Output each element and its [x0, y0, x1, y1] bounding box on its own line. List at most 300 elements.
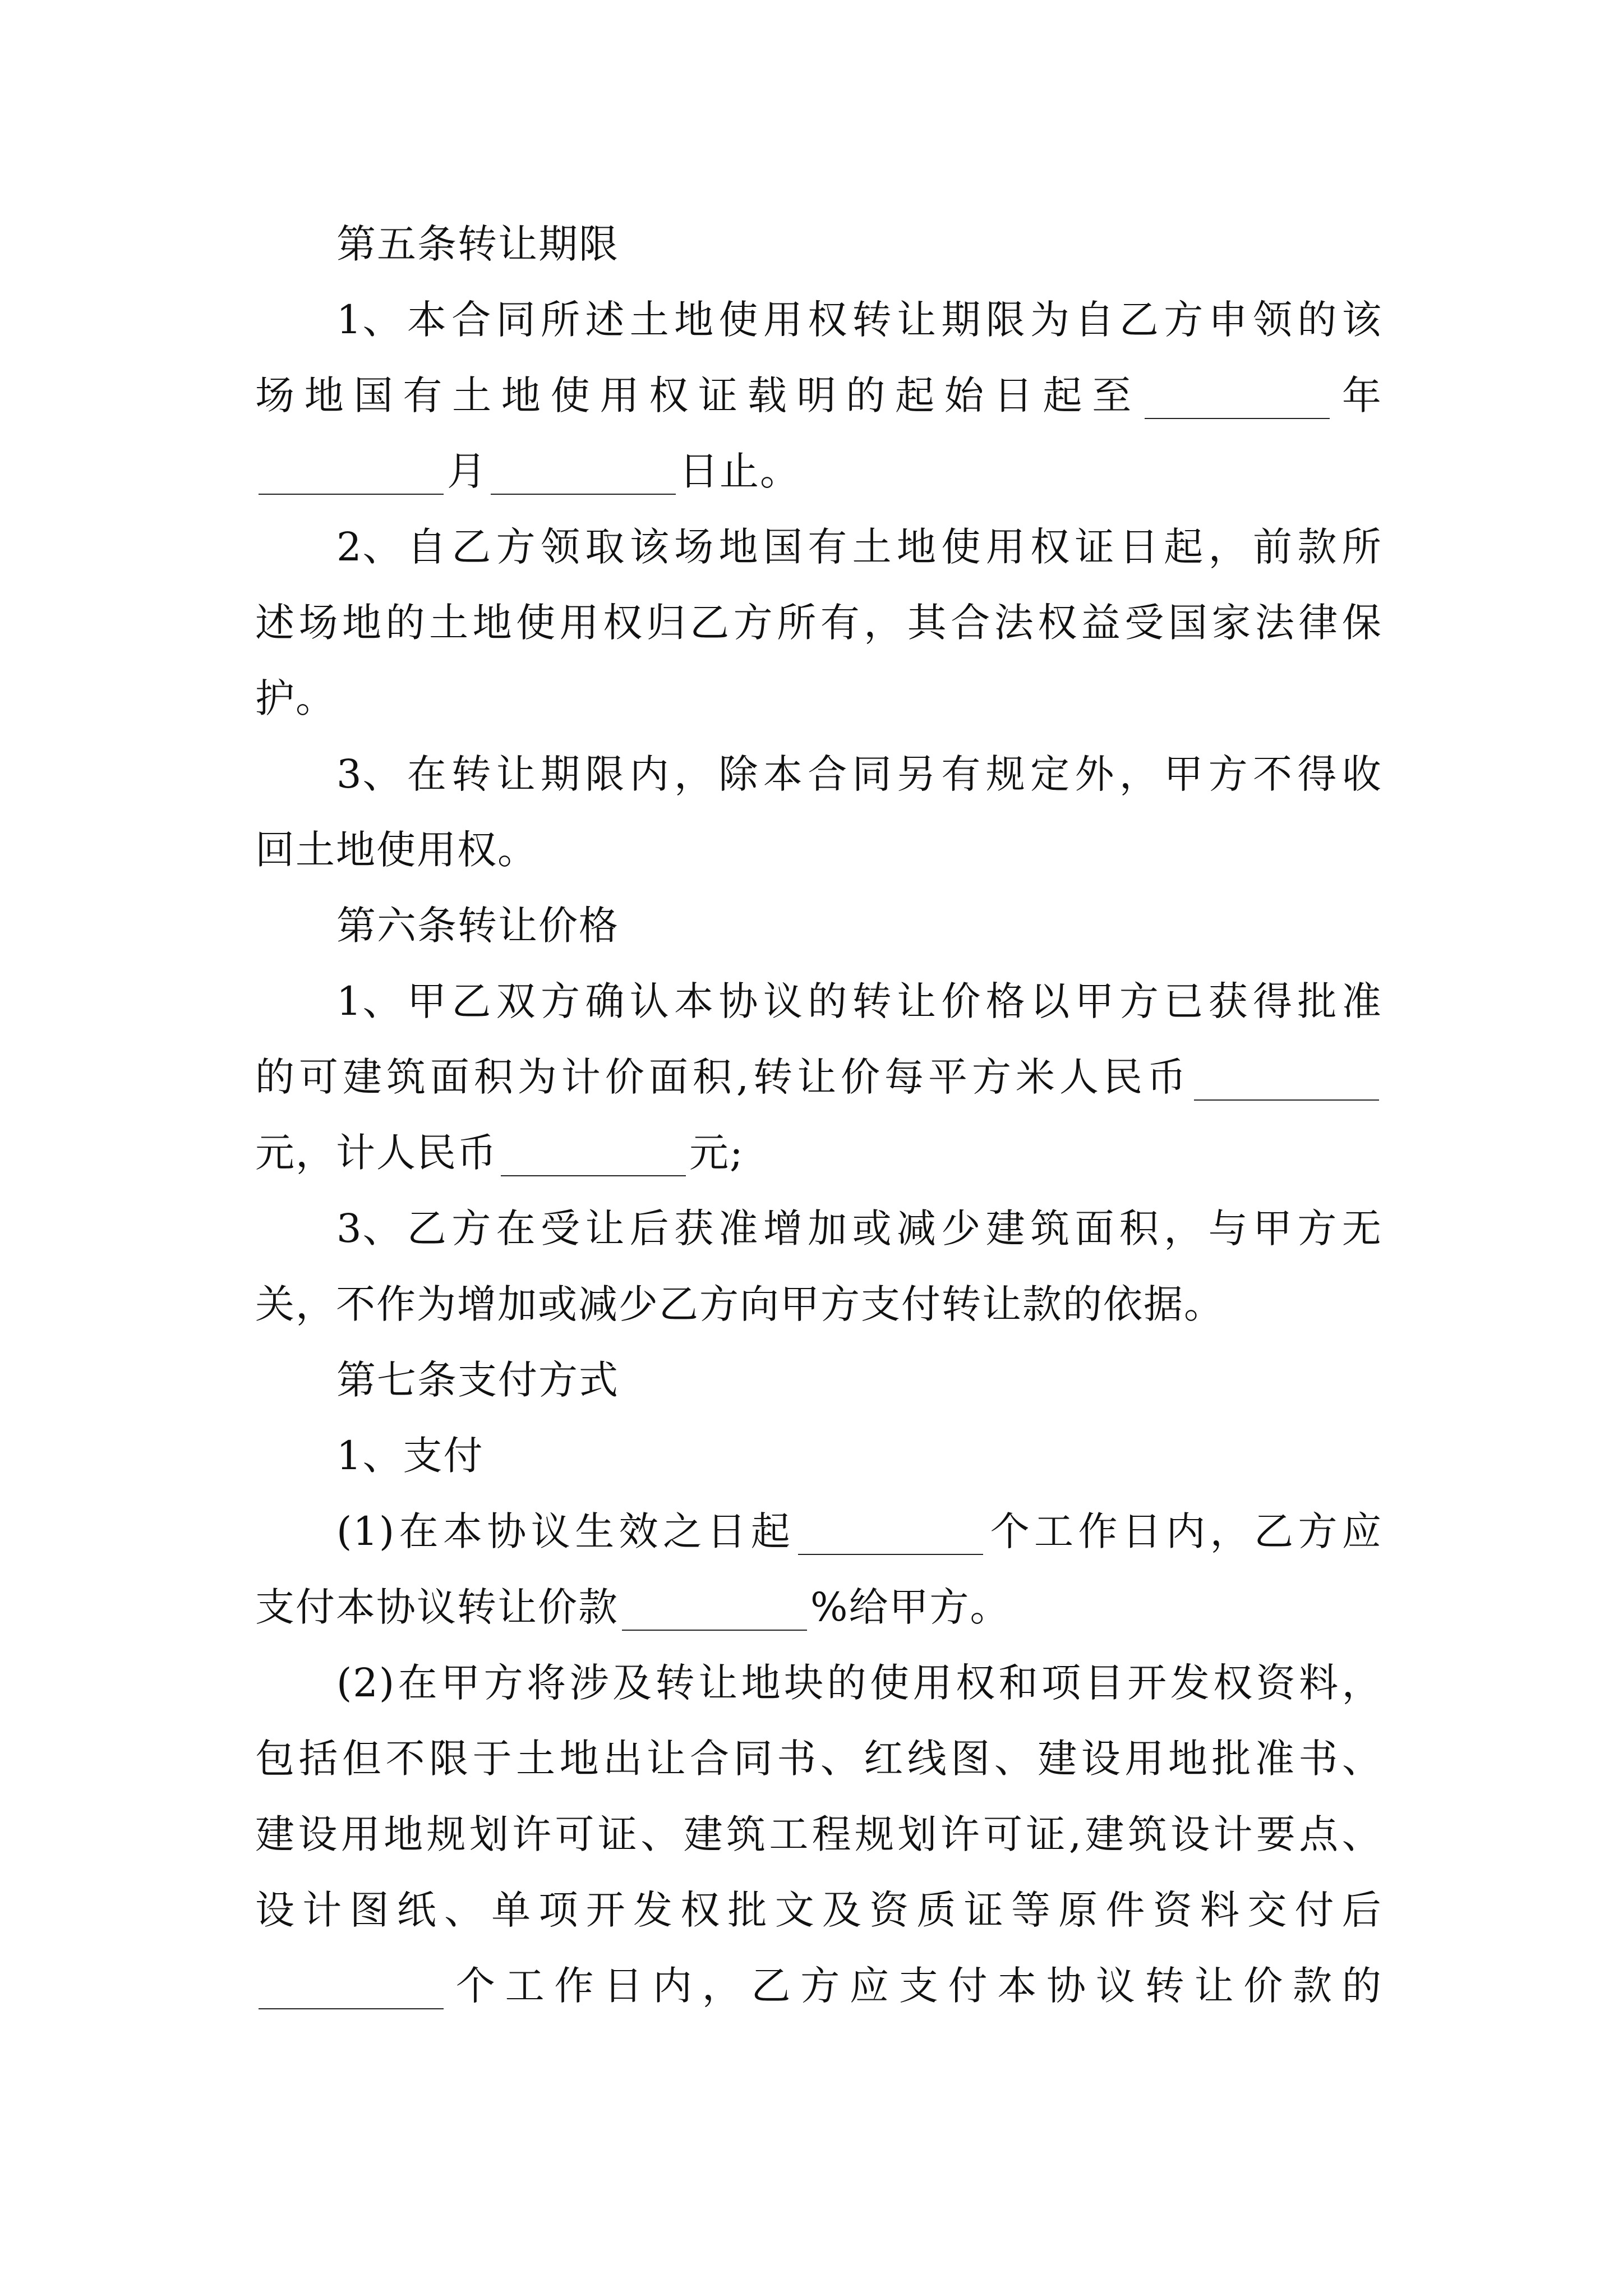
text-glyph: 确: [585, 978, 626, 1024]
text-glyph: 合: [451, 297, 492, 343]
text-glyph: 工: [1034, 1508, 1075, 1554]
text-glyph: 同: [496, 297, 537, 343]
text-glyph: 要: [1256, 1811, 1297, 1857]
text-glyph: 单: [491, 1887, 532, 1933]
text-glyph: 划: [469, 1811, 510, 1857]
text-glyph: 资: [1256, 1660, 1297, 1706]
text-glyph: 律: [1298, 600, 1339, 646]
text-glyph: 权: [956, 1660, 997, 1706]
text-glyph: 本: [442, 1508, 483, 1554]
text-glyph: ，: [702, 1963, 743, 2009]
text-glyph: 另: [897, 751, 938, 797]
text-line: 支付本协议转让价款 %给甲方。: [255, 1584, 1011, 1630]
text-glyph: 领: [541, 524, 582, 570]
text-glyph: 及: [612, 1660, 653, 1706]
text-glyph: 红: [864, 1736, 905, 1782]
text-line: [336, 1195, 1382, 1262]
text-line: [255, 1876, 1382, 1944]
text-glyph: 平: [928, 1054, 969, 1100]
text-glyph: 建: [1038, 1736, 1078, 1782]
text-glyph: 项: [1041, 1660, 1082, 1706]
text-glyph: 本: [674, 978, 715, 1024]
text-line: 第六条转让价格: [336, 903, 619, 949]
text-glyph: 与: [1208, 1205, 1249, 1251]
text-glyph: 甲: [1075, 978, 1115, 1024]
text-glyph: 项: [538, 1887, 579, 1933]
text-glyph: 土: [852, 524, 893, 570]
text-glyph: 1、: [336, 297, 403, 343]
text-glyph: 在: [398, 1660, 439, 1706]
text-line: 第五条转让期限: [336, 221, 619, 267]
text-glyph: 内: [629, 751, 670, 797]
fill-in-blank: [501, 1173, 686, 1176]
text-glyph: 的: [1297, 297, 1338, 343]
text-glyph: 个: [990, 1508, 1031, 1554]
text-glyph: 合: [808, 751, 849, 797]
text-glyph: 地: [304, 372, 345, 418]
text-glyph: 计: [1213, 1811, 1254, 1857]
text-glyph: 内: [1166, 1508, 1207, 1554]
text-glyph: 国: [1168, 600, 1209, 646]
text-glyph: 益: [1081, 600, 1122, 646]
text-glyph: 、: [1341, 1811, 1382, 1857]
text-glyph: ，: [1119, 751, 1160, 797]
text-glyph: 方: [1297, 1205, 1338, 1251]
text-glyph: 在: [407, 751, 448, 797]
text-glyph: 协: [718, 978, 759, 1024]
text-glyph: 建: [683, 1811, 724, 1857]
text-glyph: 价: [1243, 1963, 1284, 2009]
text-glyph: 等: [1011, 1887, 1052, 1933]
text-glyph: 建: [985, 1205, 1026, 1251]
text-glyph: 日: [993, 372, 1034, 418]
text-glyph: 设: [1170, 1811, 1211, 1857]
text-glyph: 用: [763, 297, 804, 343]
text-glyph: 该: [629, 524, 670, 570]
text-glyph: 用: [1124, 1736, 1165, 1782]
text-glyph: 合: [690, 1736, 731, 1782]
text-glyph: 地: [741, 1660, 782, 1706]
text-glyph: 权: [808, 297, 849, 343]
text-glyph: 付: [948, 1963, 989, 2009]
text-glyph: 自: [1075, 297, 1115, 343]
text-glyph: 土: [429, 600, 470, 646]
text-glyph: 许: [940, 1811, 981, 1857]
text-glyph: ，: [1210, 1508, 1251, 1554]
text-glyph: 文: [774, 1887, 815, 1933]
text-glyph: 地: [1168, 1736, 1209, 1782]
text-glyph: 地: [674, 297, 715, 343]
text-glyph: 受: [1124, 600, 1165, 646]
text-glyph: ，: [1208, 524, 1249, 570]
text-glyph: 法: [1255, 600, 1295, 646]
text-glyph: ，: [1341, 1660, 1382, 1706]
text-glyph: 证: [1075, 524, 1115, 570]
text-glyph: 本: [997, 1963, 1038, 2009]
text-glyph: 国: [353, 372, 394, 418]
text-glyph: 起: [895, 372, 936, 418]
text-glyph: 价: [941, 978, 982, 1024]
text-glyph: 筑: [1127, 1811, 1168, 1857]
text-glyph: 证: [963, 1887, 1004, 1933]
text-line: [255, 1043, 1382, 1111]
text-glyph: 料: [1299, 1660, 1340, 1706]
text-glyph: 乙: [751, 1963, 792, 2009]
text-glyph: 家: [1211, 600, 1252, 646]
text-glyph: 、: [640, 1811, 681, 1857]
text-glyph: 归: [646, 600, 687, 646]
text-glyph: 应: [1341, 1508, 1382, 1554]
text-glyph: 的: [808, 978, 849, 1024]
text-glyph: 或: [852, 1205, 893, 1251]
text-glyph: 筑: [1030, 1205, 1071, 1251]
text-glyph: 准: [718, 1205, 759, 1251]
text-glyph: 场: [298, 600, 339, 646]
text-glyph: 始: [944, 372, 985, 418]
text-glyph: 价: [841, 1054, 882, 1100]
text-line: [336, 286, 1382, 353]
text-line: [255, 1725, 1382, 1792]
text-glyph: 和: [998, 1660, 1039, 1706]
text-glyph: 工: [505, 1963, 546, 2009]
text-glyph: 领: [1253, 297, 1294, 343]
text-glyph: 议: [763, 978, 804, 1024]
text-glyph: 包: [255, 1736, 296, 1782]
text-glyph: 款: [1297, 524, 1338, 570]
text-glyph: 土: [452, 372, 493, 418]
text-glyph: 之: [663, 1508, 703, 1554]
text-glyph: 转: [852, 297, 893, 343]
text-glyph: 权: [1213, 1660, 1254, 1706]
text-glyph: 批: [1211, 1736, 1252, 1782]
text-glyph: 线: [907, 1736, 948, 1782]
fill-in-blank: [259, 2006, 444, 2009]
text-glyph: 乙: [1119, 297, 1160, 343]
text-glyph: 让: [646, 1736, 687, 1782]
text-glyph: 保: [1341, 600, 1382, 646]
text-glyph: 证: [597, 1811, 638, 1857]
text-glyph: 乙: [407, 1205, 448, 1251]
text-glyph: 许: [512, 1811, 553, 1857]
text-glyph: 方: [733, 600, 774, 646]
text-glyph: 发: [1170, 1660, 1211, 1706]
text-glyph: 起: [750, 1508, 791, 1554]
text-glyph: 方: [1208, 751, 1249, 797]
text-glyph: 资: [869, 1887, 910, 1933]
text-glyph: 同: [852, 751, 893, 797]
text-glyph: 权: [680, 1887, 721, 1933]
text-glyph: 权: [603, 600, 644, 646]
text-glyph: 前: [1253, 524, 1294, 570]
text-glyph: 设: [298, 1811, 339, 1857]
text-glyph: 协: [487, 1508, 528, 1554]
text-glyph: 为: [1030, 297, 1071, 343]
text-glyph: 建: [255, 1811, 296, 1857]
text-glyph: 方: [1119, 978, 1160, 1024]
text-glyph: 面: [1075, 1205, 1115, 1251]
text-glyph: 国: [763, 524, 804, 570]
text-glyph: 已: [1164, 978, 1205, 1024]
text-glyph: 规: [426, 1811, 467, 1857]
text-glyph: ,: [1068, 1811, 1083, 1857]
text-glyph: 双: [496, 978, 537, 1024]
text-line: 关，不作为增加或减少乙方向甲方支付转让款的依据。: [255, 1281, 1224, 1327]
text-glyph: 人: [1059, 1054, 1100, 1100]
text-glyph: 使: [718, 297, 759, 343]
text-glyph: 支: [898, 1963, 939, 2009]
text-glyph: 的: [1341, 1963, 1382, 2009]
text-glyph: 限: [429, 1736, 470, 1782]
text-glyph: 有: [808, 524, 849, 570]
text-glyph: 转: [753, 1054, 794, 1100]
text-glyph: 设: [255, 1887, 296, 1933]
text-glyph: 转: [852, 978, 893, 1024]
text-glyph: 后: [1341, 1887, 1382, 1933]
text-glyph: 的: [385, 600, 426, 646]
text-glyph: 民: [1103, 1054, 1144, 1100]
text-glyph: 地: [718, 524, 759, 570]
text-glyph: 至: [1092, 372, 1133, 418]
text-glyph: 加: [808, 1205, 849, 1251]
text-glyph: 方: [541, 978, 582, 1024]
text-glyph: 原: [1058, 1887, 1099, 1933]
text-glyph: 发: [633, 1887, 674, 1933]
text-glyph: 证: [698, 372, 739, 418]
text-line: [336, 1649, 1382, 1717]
text-glyph: 为: [517, 1054, 558, 1100]
text-glyph: 、: [444, 1887, 485, 1933]
text-glyph: 地: [472, 600, 513, 646]
text-glyph: 有: [941, 751, 982, 797]
text-glyph: 权: [1030, 524, 1071, 570]
text-glyph: 明: [796, 372, 837, 418]
text-glyph: 交: [1247, 1887, 1288, 1933]
text-line: [336, 513, 1382, 581]
text-glyph: 出: [603, 1736, 644, 1782]
text-glyph: 后: [629, 1205, 670, 1251]
text-line: [255, 1801, 1382, 1868]
text-glyph: 获: [674, 1205, 715, 1251]
text-glyph: 每: [884, 1054, 925, 1100]
fill-in-blank-slot: [1141, 362, 1333, 429]
text-glyph: 可: [555, 1811, 596, 1857]
text-glyph: 所: [541, 297, 582, 343]
text-glyph: 个: [455, 1963, 496, 2009]
text-glyph: 本: [407, 297, 448, 343]
text-glyph: 场: [255, 372, 296, 418]
text-glyph: 减: [897, 1205, 938, 1251]
text-glyph: 筑: [726, 1811, 767, 1857]
text-glyph: 款: [1293, 1963, 1334, 2009]
text-glyph: 土: [516, 1736, 557, 1782]
text-glyph: ,: [736, 1054, 750, 1100]
text-glyph: 点: [1299, 1811, 1340, 1857]
text-glyph: ，: [864, 600, 905, 646]
text-glyph: 的: [846, 372, 887, 418]
text-glyph: 年: [1341, 372, 1382, 418]
fill-in-blank: [1194, 1097, 1379, 1101]
text-glyph: 述: [255, 600, 296, 646]
text-glyph: 用: [912, 1660, 953, 1706]
text-glyph: 让: [897, 978, 938, 1024]
text-glyph: 方: [1298, 1508, 1339, 1554]
text-glyph: 使: [550, 372, 591, 418]
text-glyph: 协: [1046, 1963, 1087, 2009]
text-glyph: 乙: [690, 600, 731, 646]
text-glyph: 规: [855, 1811, 896, 1857]
text-glyph: 币: [1146, 1054, 1187, 1100]
text-glyph: 涉: [569, 1660, 610, 1706]
text-glyph: 3、: [336, 1205, 403, 1251]
text-glyph: 料: [1200, 1887, 1241, 1933]
text-glyph: 准: [1255, 1736, 1295, 1782]
text-glyph: 议: [531, 1508, 571, 1554]
text-glyph: (2): [336, 1660, 396, 1706]
text-glyph: 用: [600, 372, 640, 418]
text-glyph: 工: [769, 1811, 810, 1857]
text-glyph: 使: [870, 1660, 911, 1706]
text-glyph: 日: [603, 1963, 644, 2009]
text-glyph: 议: [1095, 1963, 1136, 2009]
text-glyph: 日: [1122, 1508, 1163, 1554]
text-glyph: 载: [747, 372, 788, 418]
text-glyph: 方: [972, 1054, 1012, 1100]
text-glyph: 少: [941, 1205, 982, 1251]
text-glyph: 书: [1298, 1736, 1339, 1782]
text-glyph: 让: [585, 1205, 626, 1251]
text-glyph: 作: [1078, 1508, 1119, 1554]
text-glyph: 纸: [396, 1887, 437, 1933]
text-glyph: 定: [1030, 751, 1071, 797]
text-glyph: 1、: [336, 978, 403, 1024]
text-glyph: 甲: [1164, 751, 1205, 797]
text-glyph: ，: [674, 751, 715, 797]
text-glyph: 得: [1253, 978, 1294, 1024]
text-glyph: 积: [692, 1054, 733, 1100]
text-line: [255, 362, 1382, 429]
text-glyph: 将: [527, 1660, 568, 1706]
text-line: 月 日止。: [255, 438, 1382, 505]
text-glyph: 格: [985, 978, 1026, 1024]
text-glyph: 积: [473, 1054, 514, 1100]
text-glyph: 其: [907, 600, 948, 646]
text-glyph: 米: [1015, 1054, 1056, 1100]
text-glyph: 括: [298, 1736, 339, 1782]
text-glyph: 除: [718, 751, 759, 797]
text-glyph: 效: [619, 1508, 660, 1554]
text-glyph: 受: [541, 1205, 582, 1251]
text-glyph: 甲: [407, 978, 448, 1024]
text-glyph: 让: [897, 297, 938, 343]
text-glyph: 方: [451, 1205, 492, 1251]
text-glyph: 不: [1253, 751, 1294, 797]
text-glyph: 内: [652, 1963, 693, 2009]
text-glyph: 申: [1208, 297, 1249, 343]
text-glyph: 面: [648, 1054, 689, 1100]
text-glyph: 在: [496, 1205, 537, 1251]
text-glyph: 使: [941, 524, 982, 570]
text-glyph: 甲: [1253, 1205, 1294, 1251]
text-glyph: 3、: [336, 751, 403, 797]
text-glyph: 使: [516, 600, 557, 646]
text-line: 护。: [255, 675, 336, 721]
text-glyph: 所: [1341, 524, 1382, 570]
text-glyph: 方: [483, 1660, 524, 1706]
text-line: [336, 740, 1382, 808]
text-glyph: 程: [811, 1811, 852, 1857]
text-glyph: 起: [1164, 524, 1205, 570]
text-glyph: 该: [1341, 297, 1382, 343]
fill-in-blank: [622, 1627, 807, 1631]
text-glyph: 划: [897, 1811, 938, 1857]
text-glyph: 甲: [441, 1660, 482, 1706]
fill-in-blank: [491, 491, 676, 495]
text-glyph: 用: [340, 1811, 381, 1857]
text-line: 1、支付: [336, 1433, 484, 1479]
text-line: [255, 589, 1382, 656]
text-glyph: 让: [797, 1054, 838, 1100]
text-line: 回土地使用权。: [255, 827, 538, 873]
text-glyph: 计: [561, 1054, 602, 1100]
text-glyph: 的: [827, 1660, 868, 1706]
text-glyph: 开: [585, 1887, 626, 1933]
text-glyph: 自: [407, 524, 448, 570]
text-glyph: 开: [1127, 1660, 1168, 1706]
text-glyph: 地: [384, 1811, 425, 1857]
text-glyph: 、: [820, 1736, 861, 1782]
text-line: [336, 968, 1382, 1035]
text-glyph: 、: [994, 1736, 1035, 1782]
text-line: 元，计人民币 元;: [255, 1130, 744, 1176]
text-glyph: 块: [784, 1660, 825, 1706]
text-glyph: 期: [541, 751, 582, 797]
text-glyph: 权: [649, 372, 690, 418]
text-glyph: 证: [1026, 1811, 1067, 1857]
text-glyph: 地: [559, 1736, 600, 1782]
text-glyph: 生: [575, 1508, 616, 1554]
text-glyph: 起: [1043, 372, 1083, 418]
text-glyph: 筑: [386, 1054, 427, 1100]
text-glyph: ，: [1164, 1205, 1205, 1251]
text-glyph: 资: [1152, 1887, 1193, 1933]
text-glyph: 批: [727, 1887, 768, 1933]
text-glyph: 计: [302, 1887, 343, 1933]
text-glyph: 让: [1194, 1963, 1235, 2009]
text-glyph: 收: [1341, 751, 1382, 797]
text-glyph: 无: [1341, 1205, 1382, 1251]
text-glyph: 目: [1084, 1660, 1125, 1706]
text-glyph: 件: [1105, 1887, 1146, 1933]
text-glyph: 获: [1208, 978, 1249, 1024]
text-glyph: 面: [430, 1054, 471, 1100]
text-glyph: 设: [1081, 1736, 1122, 1782]
text-glyph: 有: [403, 372, 444, 418]
text-glyph: 让: [698, 1660, 739, 1706]
text-glyph: (1): [336, 1508, 396, 1554]
text-glyph: 述: [585, 297, 626, 343]
text-glyph: 应: [850, 1963, 891, 2009]
text-line: [336, 1498, 1382, 1565]
fill-in-blank-slot: [255, 1952, 447, 2019]
text-glyph: 准: [1341, 978, 1382, 1024]
text-glyph: 不: [385, 1736, 426, 1782]
text-glyph: 转: [1145, 1963, 1186, 2009]
text-line: [255, 1952, 1382, 2019]
fill-in-blank-slot: [1191, 1043, 1382, 1111]
text-glyph: 的: [255, 1054, 296, 1100]
text-glyph: 用: [985, 524, 1026, 570]
text-glyph: 建: [342, 1054, 383, 1100]
